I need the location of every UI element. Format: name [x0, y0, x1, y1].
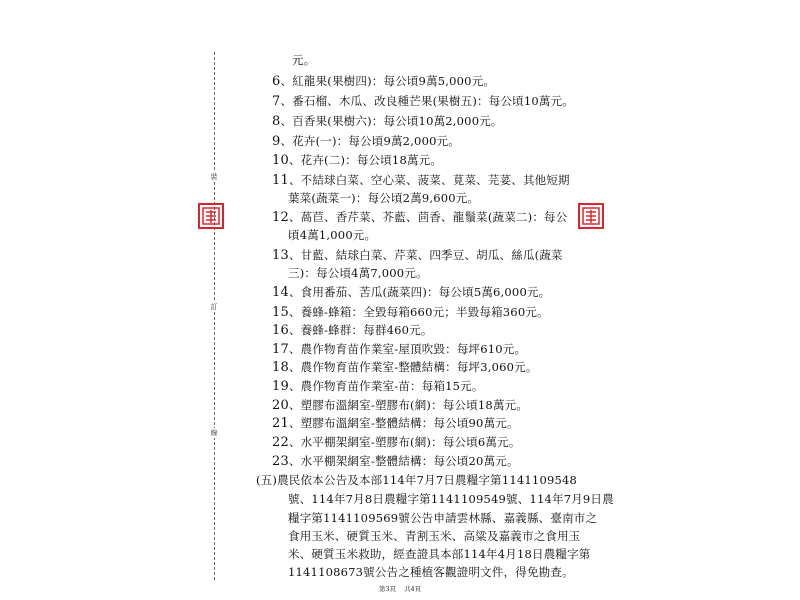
- section-five-line: 糧字第1141109569號公告申請雲林縣、嘉義縣、臺南市之: [288, 511, 598, 525]
- list-item: 17、農作物育苗作業室-屋頂吹毀：每坪610元。: [272, 342, 527, 357]
- section-five-line: 號、114年7月8日農糧字第1141109549號、114年7月9日農: [288, 492, 614, 506]
- list-item: 12、萵苣、香芹菜、芥藍、茴香、龍鬚菜(蔬菜二)：每公: [272, 210, 568, 225]
- section-five-line: 米、硬質玉米救助，經查證具本部114年4月18日農糧字第: [288, 547, 591, 561]
- list-item: 19、農作物育苗作業室-苗：每箱15元。: [272, 379, 484, 394]
- list-item-continuation: 葉菜(蔬菜一)：每公頃2萬9,600元。: [288, 191, 480, 205]
- section-five-line: 1141108673號公告之種植客觀證明文件，得免勘查。: [288, 565, 574, 579]
- list-item: 7、番石榴、木瓜、改良種芒果(果樹五)：每公頃10萬元。: [272, 94, 574, 109]
- list-item: 14、食用番茄、苦瓜(蔬菜四)：每公頃5萬6,000元。: [272, 285, 551, 300]
- list-item: 23、水平棚架網室-整體結構：每公頃20萬元。: [272, 454, 519, 469]
- list-item: 22、水平棚架網室-塑膠布(網)：每公頃6萬元。: [272, 435, 521, 450]
- list-item: 18、農作物育苗作業室-整體結構：每坪3,060元。: [272, 360, 538, 375]
- intro-text: 元。: [292, 53, 316, 67]
- page-footer: [0, 584, 800, 593]
- section-five-line: (五)農民依本公告及本部114年7月7日農糧字第1141109548: [256, 473, 578, 487]
- list-item: 8、百香果(果樹六)：每公頃10萬2,000元。: [272, 114, 503, 129]
- list-item: 16、養蜂-蜂群：每群460元。: [272, 323, 433, 338]
- list-item: 15、養蜂-蜂箱：全毀每箱660元；半毀每箱360元。: [272, 305, 549, 320]
- list-item: 9、花卉(一)：每公頃9萬2,000元。: [272, 134, 460, 149]
- page-total: 共4頁: [404, 585, 422, 593]
- page-number: 第3頁: [378, 585, 396, 593]
- list-item-continuation: 頃4萬1,000元。: [288, 228, 377, 242]
- list-item: 6、紅龍果(果樹四)：每公頃9萬5,000元。: [272, 74, 496, 89]
- list-item-continuation: 三)：每公頃4萬7,000元。: [288, 266, 428, 280]
- section-five-line: 食用玉米、硬質玉米、青割玉米、高粱及嘉義市之食用玉: [288, 529, 581, 543]
- binding-mark-zhuang: 裝: [208, 172, 220, 182]
- list-item: 13、甘藍、結球白菜、芹菜、四季豆、胡瓜、絲瓜(蔬菜: [272, 248, 563, 263]
- binding-mark-ding: 訂: [208, 302, 220, 312]
- list-item: 20、塑膠布溫網室-塑膠布(網)：每公頃18萬元。: [272, 398, 529, 413]
- list-item: 11、不結球白菜、空心菜、菠菜、莧菜、芫荽、其他短期: [272, 173, 570, 188]
- list-item: 10、花卉(二)：每公頃18萬元。: [272, 153, 443, 168]
- list-item: 21、塑膠布溫網室-整體結構：每公頃90萬元。: [272, 416, 519, 431]
- binding-mark-xian: 線: [208, 428, 220, 438]
